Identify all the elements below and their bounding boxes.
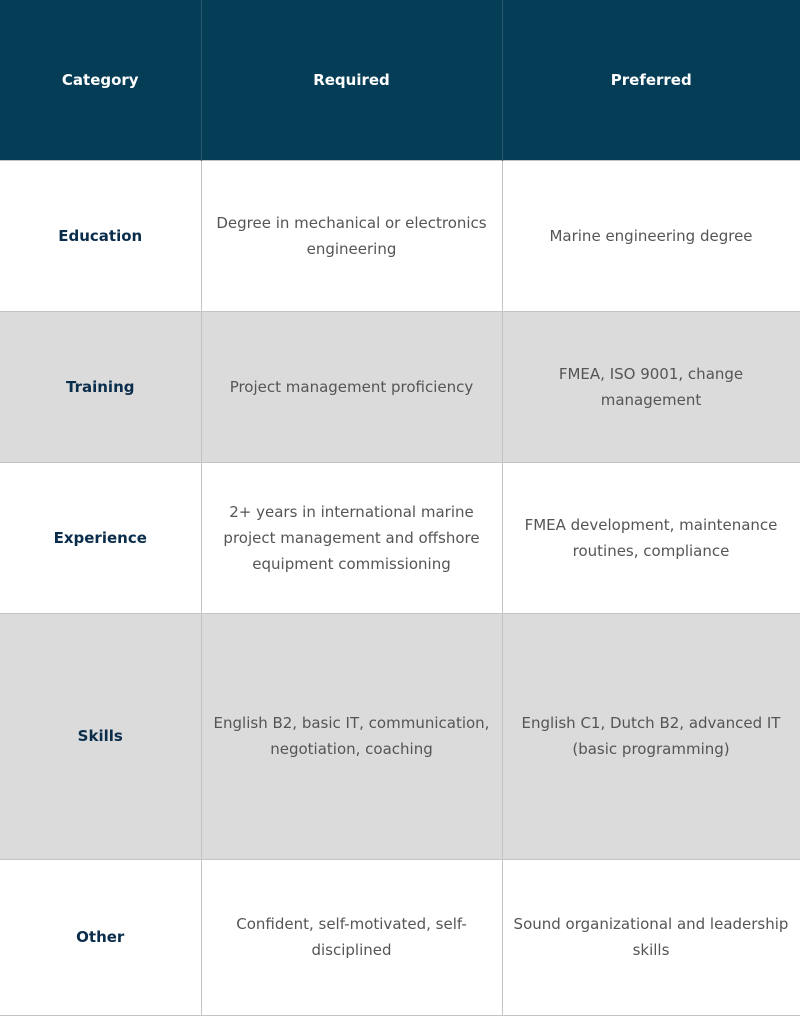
required-cell: English B2, basic IT, communication, negotiation, coaching	[201, 613, 502, 859]
header-row	[0, 0, 800, 160]
required-cell: Project management proficiency	[201, 311, 502, 462]
table-header	[0, 0, 800, 160]
required-cell: Confident, self-motivated, self-disciplined	[201, 859, 502, 1015]
header-category: Category	[0, 0, 201, 160]
preferred-cell: English C1, Dutch B2, advanced IT (basic programming)	[502, 613, 800, 859]
preferred-cell: FMEA development, maintenance routines, compliance	[502, 462, 800, 613]
required-cell: 2+ years in international marine project management and offshore equipment commissioning	[201, 462, 502, 613]
table-body	[0, 160, 800, 1015]
header-preferred: Preferred	[610, 70, 692, 89]
preferred-cell: FMEA, ISO 9001, change management	[502, 311, 800, 462]
preferred-cell: Marine engineering degree	[502, 160, 800, 311]
header-required: Required	[201, 0, 502, 160]
category-cell: Education	[0, 160, 201, 311]
category-cell: Skills	[0, 613, 201, 859]
category-cell: Experience	[0, 462, 201, 613]
table-row	[0, 859, 800, 1015]
table-row	[0, 160, 800, 311]
preferred-cell: Sound organizational and leadership skills	[502, 859, 800, 1015]
required-cell: Degree in mechanical or electronics engineering	[201, 160, 502, 311]
table-row	[0, 311, 800, 462]
table-row	[0, 613, 800, 859]
category-cell: Other	[0, 859, 201, 1015]
category-cell: Training	[0, 311, 201, 462]
table-row	[0, 462, 800, 613]
